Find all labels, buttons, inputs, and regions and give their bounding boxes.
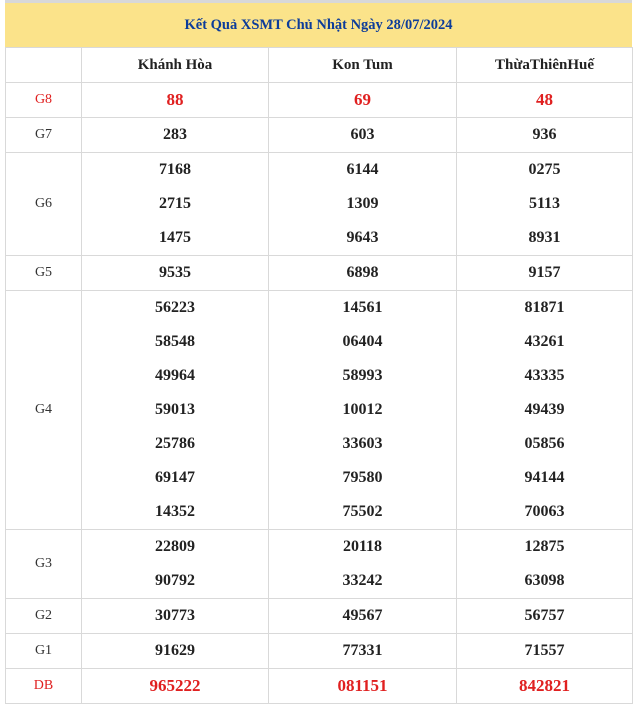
prize-number: 603 — [269, 118, 457, 153]
prize-number: 05856 — [457, 427, 633, 461]
prize-number: 91629 — [82, 634, 269, 669]
prize-number: 58993 — [269, 359, 457, 393]
prize-header — [6, 48, 82, 83]
prize-number: 69 — [269, 83, 457, 118]
table-row — [6, 187, 633, 221]
prize-number: 936 — [457, 118, 633, 153]
prize-label: G8 — [6, 83, 82, 118]
prize-number: 842821 — [457, 669, 633, 704]
prize-number: 49964 — [82, 359, 269, 393]
prize-number: 6144 — [269, 153, 457, 188]
prize-number: 49439 — [457, 393, 633, 427]
prize-label: G1 — [6, 634, 82, 669]
prize-label: G5 — [6, 256, 82, 291]
prize-number: 12875 — [457, 530, 633, 565]
prize-number: 58548 — [82, 325, 269, 359]
column-header: ThừaThiênHuế — [457, 48, 633, 83]
prize-number: 33603 — [269, 427, 457, 461]
prize-number: 081151 — [269, 669, 457, 704]
table-row — [6, 634, 633, 669]
table-row — [6, 359, 633, 393]
prize-number: 59013 — [82, 393, 269, 427]
prize-number: 48 — [457, 83, 633, 118]
prize-label: G7 — [6, 118, 82, 153]
prize-number: 33242 — [269, 564, 457, 599]
header-row — [6, 48, 633, 83]
prize-label: G2 — [6, 599, 82, 634]
prize-number: 63098 — [457, 564, 633, 599]
prize-number: 88 — [82, 83, 269, 118]
table-row — [6, 256, 633, 291]
prize-number: 22809 — [82, 530, 269, 565]
prize-number: 7168 — [82, 153, 269, 188]
table-row — [6, 669, 633, 704]
table-row — [6, 221, 633, 256]
prize-number: 77331 — [269, 634, 457, 669]
prize-number: 90792 — [82, 564, 269, 599]
prize-label: DB — [6, 669, 82, 704]
prize-number: 49567 — [269, 599, 457, 634]
prize-number: 283 — [82, 118, 269, 153]
prize-number: 43261 — [457, 325, 633, 359]
prize-number: 8931 — [457, 221, 633, 256]
prize-number: 20118 — [269, 530, 457, 565]
table-row — [6, 291, 633, 326]
prize-label: G6 — [6, 153, 82, 256]
table-row — [6, 83, 633, 118]
results-body — [6, 83, 633, 704]
prize-number: 06404 — [269, 325, 457, 359]
prize-number: 0275 — [457, 153, 633, 188]
prize-number: 9157 — [457, 256, 633, 291]
prize-number: 10012 — [269, 393, 457, 427]
prize-number: 69147 — [82, 461, 269, 495]
table-row — [6, 599, 633, 634]
table-row — [6, 153, 633, 188]
table-row — [6, 393, 633, 427]
prize-number: 14352 — [82, 495, 269, 530]
results-table — [5, 47, 633, 704]
column-header: Kon Tum — [269, 48, 457, 83]
prize-number: 56757 — [457, 599, 633, 634]
table-row — [6, 118, 633, 153]
prize-label: G4 — [6, 291, 82, 530]
column-header: Khánh Hòa — [82, 48, 269, 83]
prize-label: G3 — [6, 530, 82, 599]
prize-number: 1309 — [269, 187, 457, 221]
prize-number: 81871 — [457, 291, 633, 326]
prize-number: 5113 — [457, 187, 633, 221]
prize-number: 14561 — [269, 291, 457, 326]
page-title: Kết Quả XSMT Chủ Nhật Ngày 28/07/2024 — [5, 3, 632, 47]
prize-number: 25786 — [82, 427, 269, 461]
prize-number: 70063 — [457, 495, 633, 530]
prize-number: 965222 — [82, 669, 269, 704]
prize-number: 9535 — [82, 256, 269, 291]
prize-number: 6898 — [269, 256, 457, 291]
prize-number: 56223 — [82, 291, 269, 326]
table-row — [6, 427, 633, 461]
prize-number: 2715 — [82, 187, 269, 221]
prize-number: 9643 — [269, 221, 457, 256]
prize-number: 79580 — [269, 461, 457, 495]
prize-number: 94144 — [457, 461, 633, 495]
prize-number: 75502 — [269, 495, 457, 530]
prize-number: 1475 — [82, 221, 269, 256]
table-row — [6, 461, 633, 495]
table-row — [6, 495, 633, 530]
table-row — [6, 530, 633, 565]
table-row — [6, 325, 633, 359]
table-row — [6, 564, 633, 599]
prize-number: 71557 — [457, 634, 633, 669]
prize-number: 43335 — [457, 359, 633, 393]
prize-number: 30773 — [82, 599, 269, 634]
